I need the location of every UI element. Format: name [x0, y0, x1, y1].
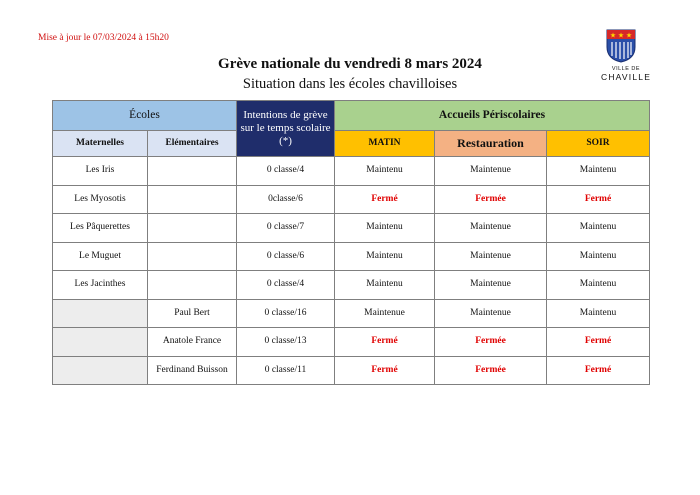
cell-matin: Maintenu	[335, 214, 435, 243]
cell-maternelle	[53, 356, 148, 385]
cell-intention: 0classe/6	[237, 185, 335, 214]
header-maternelles: Maternelles	[53, 131, 148, 157]
table-row	[53, 214, 650, 243]
table-row	[53, 242, 650, 271]
table-row	[53, 185, 650, 214]
cell-restauration: Maintenue	[435, 242, 547, 271]
svg-text:★: ★	[625, 31, 633, 40]
header-soir: SOIR	[547, 131, 650, 157]
cell-elementaire	[148, 242, 237, 271]
logo-line1: VILLE DE	[611, 66, 641, 72]
cell-intention: 0 classe/4	[237, 271, 335, 300]
cell-elementaire	[148, 185, 237, 214]
cell-maternelle	[53, 299, 148, 328]
cell-matin: Fermé	[335, 328, 435, 357]
cell-maternelle: Les Jacinthes	[53, 271, 148, 300]
header-ecoles: Écoles	[53, 101, 237, 131]
cell-intention: 0 classe/16	[237, 299, 335, 328]
header-intentions: Intentions de grève sur le temps scolaire (*)	[237, 101, 335, 157]
cell-soir: Maintenu	[547, 214, 650, 243]
cell-intention: 0 classe/11	[237, 356, 335, 385]
cell-soir: Fermé	[547, 185, 650, 214]
cell-matin: Fermé	[335, 356, 435, 385]
cell-restauration: Maintenue	[435, 214, 547, 243]
cell-elementaire: Ferdinand Buisson	[148, 356, 237, 385]
svg-text:★: ★	[609, 31, 617, 40]
cell-soir: Maintenu	[547, 271, 650, 300]
cell-matin: Maintenue	[335, 299, 435, 328]
cell-matin: Fermé	[335, 185, 435, 214]
cell-maternelle: Les Myosotis	[53, 185, 148, 214]
cell-matin: Maintenu	[335, 157, 435, 186]
cell-restauration: Maintenue	[435, 271, 547, 300]
cell-restauration: Maintenue	[435, 299, 547, 328]
cell-soir: Fermé	[547, 328, 650, 357]
cell-elementaire	[148, 214, 237, 243]
cell-elementaire: Paul Bert	[148, 299, 237, 328]
update-note: Mise à jour le 07/03/2024 à 15h20	[38, 33, 169, 43]
header-elementaires: Elémentaires	[148, 131, 237, 157]
page-subtitle: Situation dans les écoles chavilloises	[242, 76, 458, 92]
cell-intention: 0 classe/4	[237, 157, 335, 186]
cell-intention: 0 classe/13	[237, 328, 335, 357]
cell-maternelle	[53, 328, 148, 357]
schools-table	[52, 100, 650, 385]
cell-soir: Maintenu	[547, 242, 650, 271]
logo-line2: CHAVILLE	[601, 72, 652, 82]
cell-intention: 0 classe/7	[237, 214, 335, 243]
cell-soir: Maintenu	[547, 157, 650, 186]
header-accueils: Accueils Périscolaires	[335, 101, 650, 131]
table-row	[53, 356, 650, 385]
svg-text:★: ★	[617, 31, 625, 40]
cell-intention: 0 classe/6	[237, 242, 335, 271]
cell-matin: Maintenu	[335, 271, 435, 300]
table-row	[53, 299, 650, 328]
cell-restauration: Maintenue	[435, 157, 547, 186]
cell-soir: Maintenu	[547, 299, 650, 328]
cell-matin: Maintenu	[335, 242, 435, 271]
cell-restauration: Fermée	[435, 356, 547, 385]
cell-elementaire: Anatole France	[148, 328, 237, 357]
cell-restauration: Fermée	[435, 185, 547, 214]
cell-elementaire	[148, 271, 237, 300]
table-row	[53, 271, 650, 300]
header-matin: MATIN	[335, 131, 435, 157]
cell-maternelle: Les Pâquerettes	[53, 214, 148, 243]
cell-restauration: Fermée	[435, 328, 547, 357]
table-row	[53, 157, 650, 186]
table-row	[53, 328, 650, 357]
cell-elementaire	[148, 157, 237, 186]
header-restauration: Restauration	[435, 131, 547, 157]
cell-maternelle: Le Muguet	[53, 242, 148, 271]
page-title: Grève nationale du vendredi 8 mars 2024	[218, 56, 482, 72]
cell-maternelle: Les Iris	[53, 157, 148, 186]
cell-soir: Fermé	[547, 356, 650, 385]
